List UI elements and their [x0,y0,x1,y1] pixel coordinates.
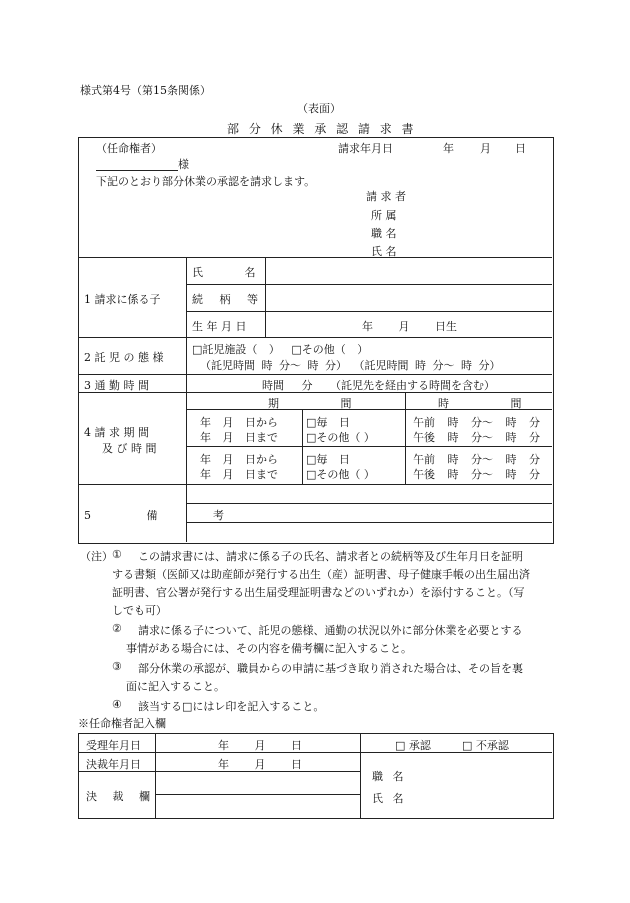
note3-line2: 面に記入すること。 [126,680,225,693]
period-label-2: 及 び 時 間 [102,442,157,455]
period2-to: 年 月 日まで [200,468,278,481]
note1-line3: 証明書、官公署が発行する出生届受理証明書などのいずれか）を添付すること。（写 [112,586,525,599]
received-date-label: 受理年月日 [86,739,141,752]
note1-line4: しでも可） [112,604,167,617]
child-birth-label: 生 年 月 日 [192,320,247,333]
note2-line2: 事情がある場合には、その内容を備考欄に記入すること。 [126,642,412,655]
note2-line1: 請求に係る子について、託児の態様、通勤の状況以外に部分休業を必要とする [138,624,523,637]
received-date-value: 年 月 日 [218,739,302,752]
approver-name-label: 氏 名 [372,792,404,805]
note3-num: ③ [112,660,122,673]
period1-am: 午前 時 分～ 時 分 [413,416,540,429]
period1-every-day: □毎 日 [306,416,350,429]
period1-pm: 午後 時 分～ 時 分 [413,431,540,444]
approve-checkbox: □ 承認 [395,739,431,752]
child-relation-label: 続 柄 等 [192,293,258,306]
name-label: 氏 名 [371,245,397,258]
remarks-label: 5 備 考 [84,509,224,522]
child-name-label: 氏 名 [192,266,256,279]
affiliation-label: 所 属 [371,209,397,222]
period2-pm: 午後 時 分～ 時 分 [413,468,540,481]
commute-label: 3 通 勤 時 間 [84,379,149,392]
period2-every-day: □毎 日 [306,453,350,466]
date-year: 年 [443,142,454,155]
childcare-line1: □託児施設（ ） □その他（ ） [192,343,369,356]
decision-label: 決 裁 欄 [86,790,156,803]
time-col-header: 時 間 [438,397,522,410]
date-day: 日 [515,142,526,155]
period2-from: 年 月 日から [200,453,278,466]
authority-section-title: ※任命権者記入欄 [78,717,166,730]
period2-other: □その他（ ） [306,468,375,481]
form-title: 部 分 休 業 承 認 請 求 書 [227,122,417,136]
request-date-label: 請求年月日 [338,142,393,155]
position-label: 職 名 [371,227,397,240]
note2-num: ② [112,622,122,635]
form-number: 様式第4号（第15条関係） [80,84,211,97]
reject-checkbox: □ 不承認 [462,739,509,752]
requester-label: 請 求 者 [366,190,406,203]
sama-label: 様 [178,158,189,171]
note3-line1: 部分休業の承認が、職員からの申請に基づき取り消された場合は、その旨を裏 [138,662,523,675]
childcare-line2: （託児時間 時 分～ 時 分） （託児時間 時 分～ 時 分） [200,359,501,372]
authority-underline [96,170,178,171]
note4-line1: 該当する□にはレ印を記入すること。 [138,700,325,713]
approver-position-label: 職 名 [372,770,404,783]
intro-text: 下記のとおり部分休業の承認を請求します。 [96,175,316,188]
face-label: （表面） [297,102,341,115]
note1-line1: この請求書には、請求に係る子の氏名、請求者との続柄等及び生年月日を証明 [138,550,523,563]
notes-head: （注） [80,550,113,563]
period2-am: 午前 時 分～ 時 分 [413,453,540,466]
decided-date-label: 決裁年月日 [86,758,141,771]
period1-from: 年 月 日から [200,416,278,429]
period1-to: 年 月 日まで [200,431,278,444]
commute-value: 時間 分 （託児先を経由する時間を含む） [262,379,495,392]
period-col-header: 期 間 [268,397,352,410]
childcare-label: 2 託 児 の 態 様 [84,351,164,364]
child-section-label: 1 請求に係る子 [84,293,161,306]
decided-date-value: 年 月 日 [218,758,302,771]
authority-label: （任命権者） [96,142,162,155]
period-label-1: 4 請 求 期 間 [84,426,149,439]
period1-other: □その他（ ） [306,431,375,444]
note1-num: ① [112,548,122,561]
date-month: 月 [480,142,491,155]
note1-line2: する書類（医師又は助産師が発行する出生（産）証明書、母子健康手帳の出生届出済 [112,568,530,581]
note4-num: ④ [112,698,122,711]
child-birth-value: 年 月 日生 [362,320,457,333]
